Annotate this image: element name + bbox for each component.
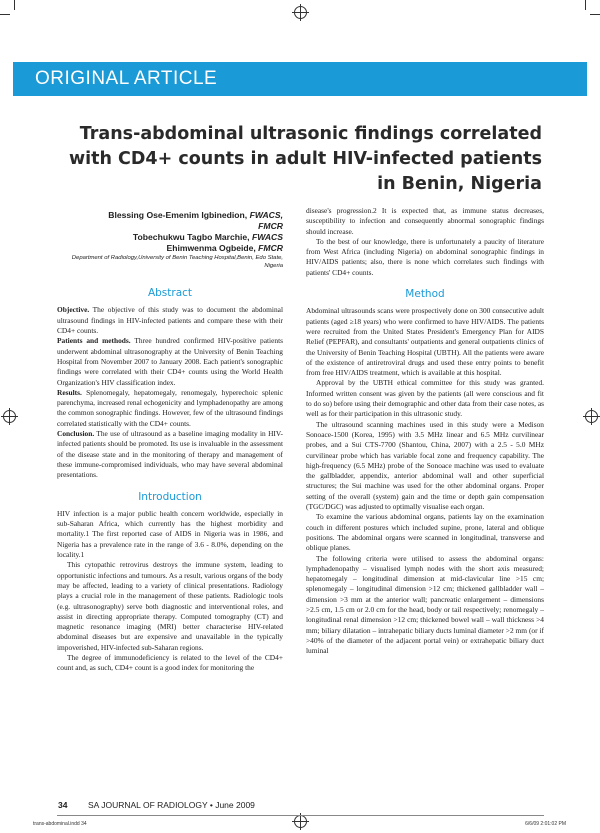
article-type-banner [13, 62, 587, 96]
page-number: 34 [58, 800, 68, 810]
abstract-heading: Abstract [147, 287, 193, 300]
author-degree: FMCR [258, 221, 283, 231]
title-line: in Benin, Nigeria [377, 174, 542, 194]
abstract-methods: Patients and methods. Three hundred confirmed HIV-positive patients underwent abdominal ultrasonography at the University of Benin Teaching Hospital from November 2007 to January 2008. Each patient's sonographic findings were correlated with their CD4+ counts using the World Health Organization's HIV classification index. [57, 336, 284, 387]
affiliation: Department of Radiology,University of Benin Teaching Hospital,Benin, Edo State, Nigeria [71, 255, 283, 269]
method-paragraph: Approval by the UBTH ethical committee for this study was granted. Informed written consent was given by the patients (all were conscious and fit to do so) before using their demographic and other data from their case notes, as well as for their participation in this ultrasonic study. [306, 378, 544, 419]
abstract-objective: Objective. The objective of this study was to document the abdominal ultrasound findings in HIV-infected patients and compare these with their CD4+ counts. [57, 305, 283, 336]
article-type-label: ORIGINAL ARTICLE [35, 68, 218, 89]
method-paragraph: The ultrasound scanning machines used in this study were a Medison Sonoace-1500 (Korea, 1995) with 3.5 MHz linear and 6.5 MHz curvilinear probes, and a Sui CTS-7700 (Shantou, China, 2007) with a 2.5 - 5.0 MHz curvilinear probe which has variable focal zone and frequency capability. The high-frequency (6.5 MHz) probe of the Sonoace machine was used to evaluate the gallbladder, appendix, anterior abdominal wall and other superficial structures; the Sui machine was used for the other abdominal organs. Proper setting of the overall (system) gain and the time or depth gain compensation (TGC/DGC) was adjusted to optimally visualise each organ. [306, 419, 544, 512]
author: Ehimwenma Ogbeide, FMCR [166, 243, 283, 253]
intro-paragraph: The degree of immunodeficiency is related to the level of the CD4+ count and, as such, CD4+ count is a good index for monitoring the [57, 652, 283, 673]
article-title [62, 122, 542, 197]
registration-mark-icon [585, 410, 598, 423]
intro-paragraph: HIV infection is a major public health concern worldwide, especially in sub-Saharan Africa, which currently has the highest morbidity and mortality.1 The first reported case of AIDS in Nigeria was in 1986, and Nigeria has a prevalence rate in the range of 3.6 - 8.0%, depending on the locality.1 [57, 508, 283, 560]
print-slug: trans-abdominal.indd 34 [33, 821, 87, 827]
method-heading: Method [405, 288, 445, 301]
print-timestamp: 6/6/09 2:01:02 PM [525, 821, 566, 827]
title-line: with CD4+ counts in adult HIV-infected patients [68, 149, 542, 169]
registration-mark-icon [294, 6, 307, 19]
intro-continued-paragraph: To the best of our knowledge, there is unfortunately a paucity of literature from West Africa (including Nigeria) on abdominal sonographic findings in HIV/AIDS patients; also, there is none which correlates such findings with patients' CD4+ counts. [306, 236, 544, 277]
author: Blessing Ose-Emenim Igbinedion, FWACS, [108, 210, 283, 220]
method-paragraph: Abdominal ultrasounds scans were prospectively done on 300 consecutive adult patients (aged ≥18 years) who were confirmed to have HIV/AIDS. The patients were recruited from the United States President's Emergency Plan for AIDS Relief (PEPFAR), and consultants' outpatients and general outpatients clinics of the University of Benin Teaching Hospital (UBTH). All the patients were aware of the existence of antiretroviral drugs and used these entry points to benefit from free HIV/AIDS treatment, which is available at this hospital. [306, 306, 544, 378]
abstract-body [57, 305, 283, 480]
abstract-conclusion: Conclusion. The use of ultrasound as a baseline imaging modality in HIV-infected patients should be promoted. Its use is invaluable in the assessment of the disease state and in the monitoring of therapy and management of these immune-compromised individuals, who may have several abdominal presentations. [57, 429, 283, 480]
method-paragraph: The following criteria were utilised to assess the abdominal organs: lymphadenopathy – visualised lymph nodes with the short axis measured; hepatomegaly – longitudinal dimension at mid-clavicular line >15 cm; splenomegaly – longitudinal dimension >12 cm; thickened gallbladder wall – dimension >3 mm at the anterior wall; pancreatic enlargement – dimensions >2.5 cm, 1.5 cm or 2.0 cm for the head, body or tail respectively; renomegaly – longitudinal renal dimension >12 cm; thickened bowel wall – wall thickness >4 mm; biliary dilatation – intrahepatic biliary ducts luminal diameter >2 mm (or if >40% of the diameter of the adjacent portal vein) or extrahepatic biliary duct luminal [306, 553, 544, 656]
crop-mark [590, 14, 600, 15]
footer-rule [57, 815, 544, 816]
title-line: Trans-abdominal ultrasonic findings correlated [79, 124, 542, 144]
crop-mark [14, 0, 15, 10]
right-column [306, 206, 544, 656]
journal-footer: SA JOURNAL OF RADIOLOGY • June 2009 [88, 800, 255, 810]
registration-mark-icon [294, 815, 307, 828]
left-column [57, 206, 283, 674]
abstract-results: Results. Splenomegaly, hepatomegaly, renomegaly, hyperechoic splenic parenchyma, increased renal echogenicity and lymphadenopathy are among the common sonographic findings. However, few of the ultrasound findings correlated statistically with the CD4+ counts. [57, 387, 283, 428]
author: Tobechukwu Tagbo Marchie, FWACS [132, 232, 283, 242]
intro-continued-paragraph: disease's progression.2 It is expected that, as immune status decreases, susceptibility to infection and consequently abnormal sonographic findings should increase. [306, 206, 544, 236]
intro-paragraph: This cytopathic retrovirus destroys the immune system, leading to opportunistic infections and tumours. As a result, various organs of the body may be affected, leading to a variety of clinical presentations. Radiology plays a crucial role in the management of these patients. Radiologic tools (e.g. ultrasonography) serve both diagnostic and interventional roles, and assist in directing appropriate therapy. Computed tomography (CT) and magnetic resonance imaging (MRI) better characterise HIV-related abdominal diseases but are expensive and unavailable in the typically impoverished, HIV-infected sub-Saharan regions. [57, 560, 283, 652]
author-list [57, 210, 283, 254]
introduction-heading: Introduction [138, 490, 202, 503]
method-paragraph: To examine the various abdominal organs, patients lay on the examination couch in different postures which included supine, prone, lateral and oblique positions. The abdominal organs were scanned in longitudinal, transverse and oblique planes. [306, 512, 544, 553]
crop-mark [585, 0, 586, 10]
registration-mark-icon [3, 410, 16, 423]
crop-mark [0, 14, 10, 15]
